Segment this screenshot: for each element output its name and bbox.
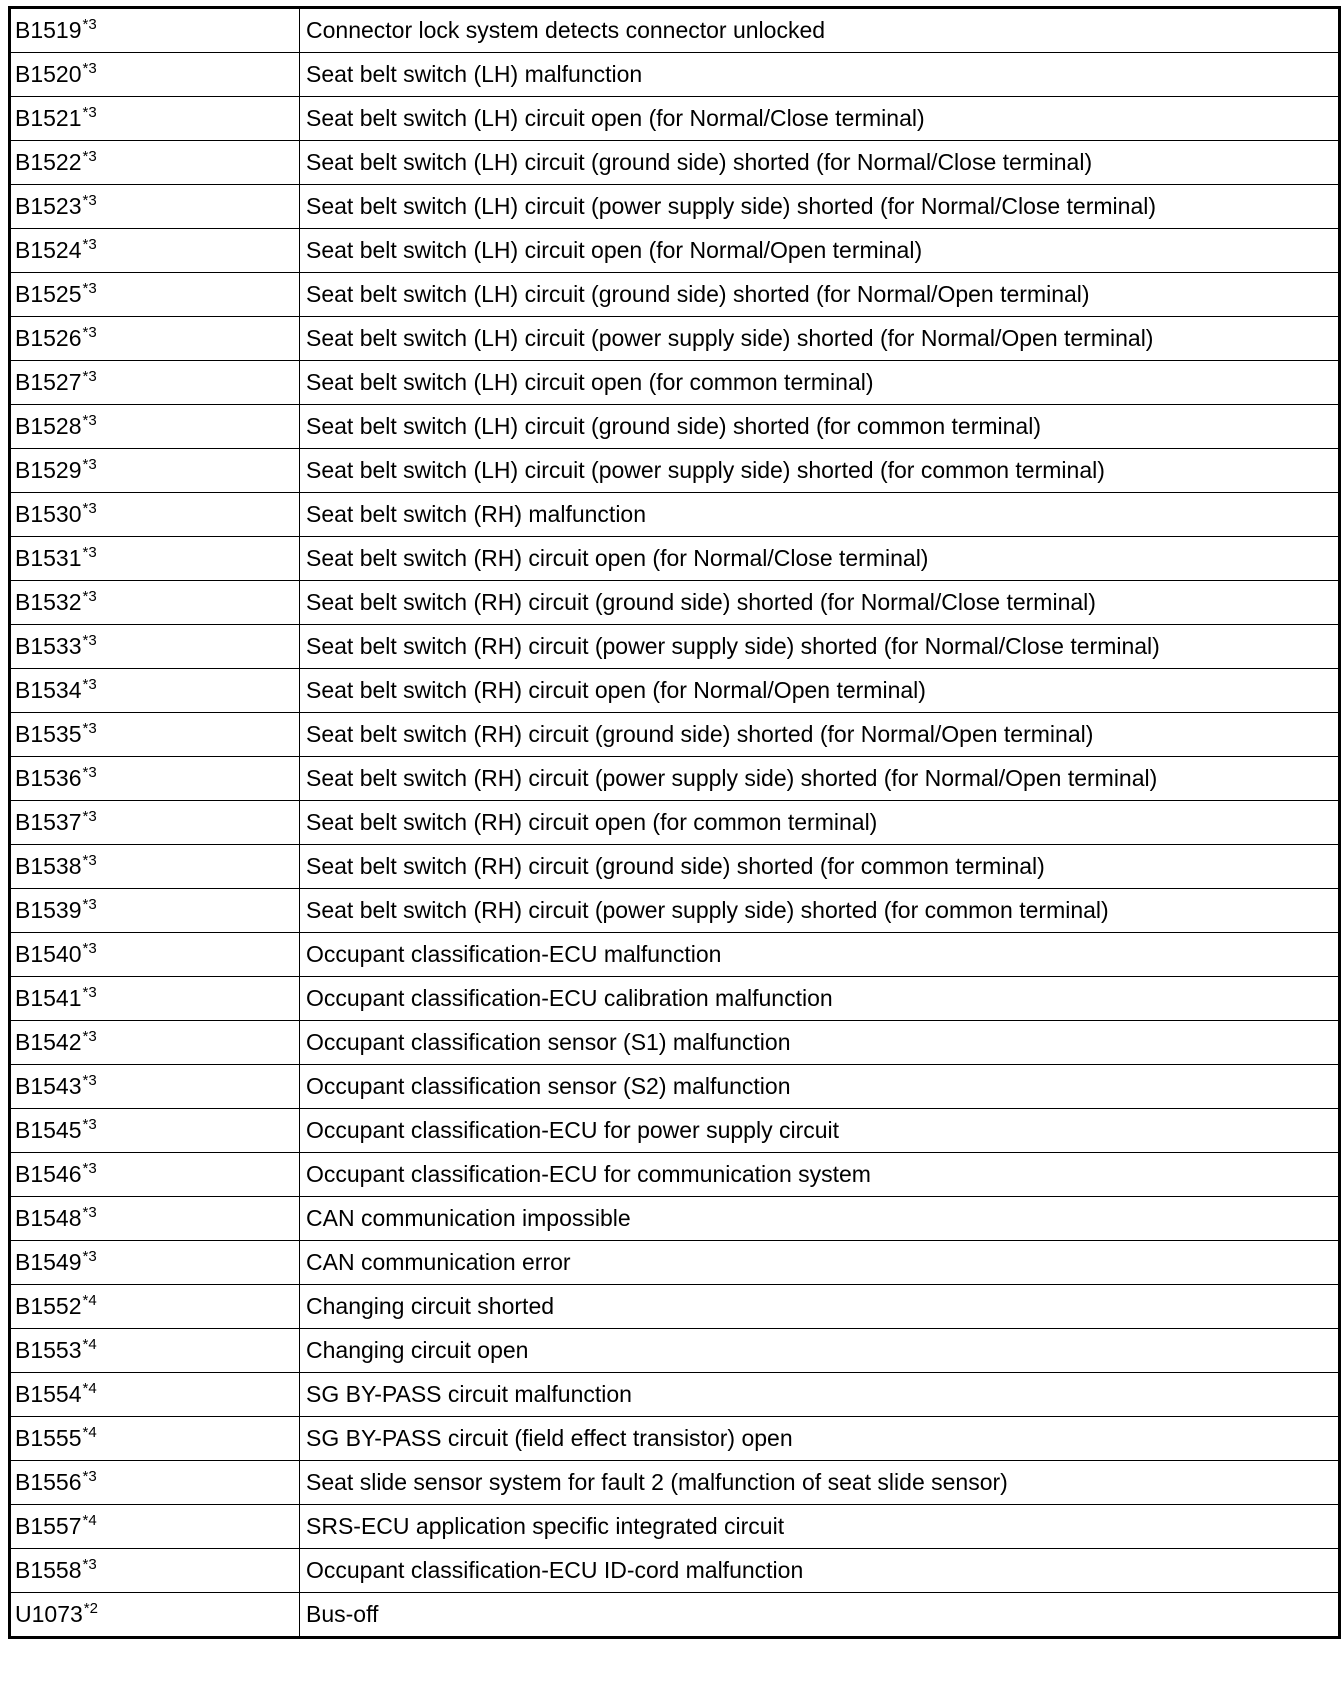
dtc-note-marker: *4	[82, 1292, 97, 1309]
table-row	[10, 1329, 1340, 1373]
dtc-code: B1555	[15, 1425, 82, 1451]
dtc-code: B1534	[15, 677, 82, 703]
dtc-code-cell	[10, 625, 300, 669]
dtc-code: B1536	[15, 765, 82, 791]
table-row	[10, 493, 1340, 537]
dtc-code-cell	[10, 845, 300, 889]
dtc-note-marker: *3	[82, 1248, 97, 1265]
table-row	[10, 53, 1340, 97]
dtc-code-cell	[10, 1153, 300, 1197]
table-row	[10, 1197, 1340, 1241]
dtc-note-marker: *3	[82, 896, 97, 913]
dtc-code: B1537	[15, 809, 82, 835]
table-row	[10, 1461, 1340, 1505]
dtc-code: B1540	[15, 941, 82, 967]
dtc-note-marker: *3	[82, 764, 97, 781]
dtc-code: B1526	[15, 325, 82, 351]
dtc-description: Occupant classification sensor (S1) malfunction	[300, 1021, 1340, 1065]
dtc-note-marker: *3	[82, 852, 97, 869]
dtc-note-marker: *4	[82, 1424, 97, 1441]
dtc-code-cell	[10, 185, 300, 229]
dtc-code-cell	[10, 361, 300, 405]
dtc-description: CAN communication error	[300, 1241, 1340, 1285]
dtc-code-cell	[10, 97, 300, 141]
dtc-code: B1546	[15, 1161, 82, 1187]
table-row	[10, 1065, 1340, 1109]
dtc-code: B1553	[15, 1337, 82, 1363]
dtc-note-marker: *4	[82, 1336, 97, 1353]
dtc-description: Seat belt switch (LH) circuit open (for common terminal)	[300, 361, 1340, 405]
table-row	[10, 1109, 1340, 1153]
dtc-description: Seat belt switch (RH) circuit (ground side) shorted (for Normal/Close terminal)	[300, 581, 1340, 625]
dtc-note-marker: *3	[82, 148, 97, 165]
dtc-code-cell	[10, 1593, 300, 1638]
dtc-description: Seat belt switch (LH) circuit open (for Normal/Close terminal)	[300, 97, 1340, 141]
table-row	[10, 1021, 1340, 1065]
dtc-code-cell	[10, 669, 300, 713]
dtc-code-cell	[10, 1373, 300, 1417]
dtc-code-cell	[10, 229, 300, 273]
dtc-code-cell	[10, 405, 300, 449]
dtc-code-cell	[10, 1285, 300, 1329]
dtc-description: Occupant classification-ECU malfunction	[300, 933, 1340, 977]
table-row	[10, 405, 1340, 449]
dtc-note-marker: *3	[82, 632, 97, 649]
dtc-code-cell	[10, 713, 300, 757]
table-row	[10, 1417, 1340, 1461]
dtc-note-marker: *3	[82, 1160, 97, 1177]
dtc-description: SG BY-PASS circuit (field effect transistor) open	[300, 1417, 1340, 1461]
table-row	[10, 889, 1340, 933]
dtc-code-cell	[10, 1241, 300, 1285]
dtc-code: B1533	[15, 633, 82, 659]
dtc-description: Seat belt switch (LH) circuit (power supply side) shorted (for Normal/Open terminal)	[300, 317, 1340, 361]
dtc-description: Seat belt switch (LH) circuit (power supply side) shorted (for Normal/Close terminal)	[300, 185, 1340, 229]
dtc-description: Bus-off	[300, 1593, 1340, 1638]
dtc-description: Occupant classification-ECU for power supply circuit	[300, 1109, 1340, 1153]
dtc-note-marker: *3	[82, 368, 97, 385]
dtc-note-marker: *3	[82, 1072, 97, 1089]
table-row	[10, 1241, 1340, 1285]
dtc-code: B1558	[15, 1557, 82, 1583]
table-row	[10, 449, 1340, 493]
dtc-code-cell	[10, 1197, 300, 1241]
dtc-code: B1545	[15, 1117, 82, 1143]
dtc-code: B1554	[15, 1381, 82, 1407]
diagnostic-code-table-body	[10, 8, 1340, 1638]
dtc-note-marker: *3	[82, 412, 97, 429]
dtc-code: B1525	[15, 281, 82, 307]
dtc-description: Seat belt switch (RH) circuit (ground side) shorted (for Normal/Open terminal)	[300, 713, 1340, 757]
dtc-code-cell	[10, 493, 300, 537]
dtc-description: Seat belt switch (RH) malfunction	[300, 493, 1340, 537]
table-row	[10, 185, 1340, 229]
dtc-note-marker: *2	[83, 1600, 98, 1617]
dtc-description: Seat belt switch (LH) circuit (ground side) shorted (for Normal/Close terminal)	[300, 141, 1340, 185]
table-row	[10, 1505, 1340, 1549]
table-row	[10, 1593, 1340, 1638]
dtc-description: Seat belt switch (LH) malfunction	[300, 53, 1340, 97]
dtc-description: SG BY-PASS circuit malfunction	[300, 1373, 1340, 1417]
dtc-code-cell	[10, 757, 300, 801]
table-row	[10, 713, 1340, 757]
dtc-note-marker: *4	[82, 1380, 97, 1397]
dtc-description: Seat belt switch (RH) circuit (ground side) shorted (for common terminal)	[300, 845, 1340, 889]
dtc-note-marker: *3	[82, 1116, 97, 1133]
dtc-note-marker: *3	[82, 940, 97, 957]
dtc-description: Occupant classification-ECU calibration malfunction	[300, 977, 1340, 1021]
dtc-description: Connector lock system detects connector unlocked	[300, 8, 1340, 53]
dtc-note-marker: *3	[82, 984, 97, 1001]
dtc-description: Seat belt switch (RH) circuit open (for common terminal)	[300, 801, 1340, 845]
dtc-code: B1532	[15, 589, 82, 615]
dtc-note-marker: *3	[82, 500, 97, 517]
dtc-code-cell	[10, 141, 300, 185]
table-row	[10, 1373, 1340, 1417]
dtc-description: Seat belt switch (LH) circuit (power supply side) shorted (for common terminal)	[300, 449, 1340, 493]
dtc-note-marker: *3	[82, 456, 97, 473]
table-row	[10, 933, 1340, 977]
dtc-description: Seat belt switch (RH) circuit (power supply side) shorted (for common terminal)	[300, 889, 1340, 933]
dtc-note-marker: *3	[82, 104, 97, 121]
dtc-code: B1557	[15, 1513, 82, 1539]
dtc-description: CAN communication impossible	[300, 1197, 1340, 1241]
dtc-code: B1523	[15, 193, 82, 219]
dtc-code: B1542	[15, 1029, 82, 1055]
dtc-code: B1531	[15, 545, 82, 571]
dtc-code-cell	[10, 581, 300, 625]
dtc-code-cell	[10, 1549, 300, 1593]
dtc-description: Changing circuit open	[300, 1329, 1340, 1373]
dtc-description: SRS-ECU application specific integrated circuit	[300, 1505, 1340, 1549]
dtc-code: B1530	[15, 501, 82, 527]
dtc-note-marker: *3	[82, 1204, 97, 1221]
dtc-code: B1541	[15, 985, 82, 1011]
dtc-code: U1073	[15, 1601, 83, 1627]
table-row	[10, 581, 1340, 625]
table-row	[10, 317, 1340, 361]
dtc-code: B1527	[15, 369, 82, 395]
dtc-description: Seat belt switch (LH) circuit (ground side) shorted (for Normal/Open terminal)	[300, 273, 1340, 317]
table-row	[10, 625, 1340, 669]
dtc-description: Occupant classification-ECU ID-cord malfunction	[300, 1549, 1340, 1593]
dtc-description: Seat belt switch (RH) circuit open (for Normal/Open terminal)	[300, 669, 1340, 713]
table-row	[10, 977, 1340, 1021]
dtc-code: B1556	[15, 1469, 82, 1495]
dtc-note-marker: *3	[82, 1556, 97, 1573]
dtc-note-marker: *4	[82, 1512, 97, 1529]
dtc-code-cell	[10, 1109, 300, 1153]
dtc-code-cell	[10, 53, 300, 97]
dtc-code-cell	[10, 8, 300, 53]
dtc-note-marker: *3	[82, 544, 97, 561]
table-row	[10, 537, 1340, 581]
dtc-note-marker: *3	[82, 16, 97, 33]
dtc-description: Seat belt switch (LH) circuit (ground side) shorted (for common terminal)	[300, 405, 1340, 449]
dtc-description: Occupant classification-ECU for communication system	[300, 1153, 1340, 1197]
dtc-note-marker: *3	[82, 60, 97, 77]
table-row	[10, 273, 1340, 317]
dtc-code-cell	[10, 317, 300, 361]
dtc-note-marker: *3	[82, 324, 97, 341]
dtc-code: B1548	[15, 1205, 82, 1231]
dtc-note-marker: *3	[82, 808, 97, 825]
dtc-code: B1543	[15, 1073, 82, 1099]
dtc-code: B1535	[15, 721, 82, 747]
dtc-description: Seat belt switch (RH) circuit (power supply side) shorted (for Normal/Open terminal)	[300, 757, 1340, 801]
table-row	[10, 1549, 1340, 1593]
table-row	[10, 1285, 1340, 1329]
dtc-code-cell	[10, 537, 300, 581]
dtc-note-marker: *3	[82, 676, 97, 693]
table-row	[10, 361, 1340, 405]
dtc-code: B1552	[15, 1293, 82, 1319]
table-row	[10, 141, 1340, 185]
table-row	[10, 97, 1340, 141]
dtc-note-marker: *3	[82, 1028, 97, 1045]
dtc-code: B1520	[15, 61, 82, 87]
dtc-code: B1529	[15, 457, 82, 483]
table-row	[10, 757, 1340, 801]
dtc-code-cell	[10, 1021, 300, 1065]
dtc-code-cell	[10, 801, 300, 845]
dtc-note-marker: *3	[82, 236, 97, 253]
dtc-code-cell	[10, 1461, 300, 1505]
dtc-code: B1519	[15, 17, 82, 43]
dtc-code: B1539	[15, 897, 82, 923]
dtc-note-marker: *3	[82, 1468, 97, 1485]
dtc-note-marker: *3	[82, 192, 97, 209]
dtc-note-marker: *3	[82, 720, 97, 737]
dtc-note-marker: *3	[82, 280, 97, 297]
dtc-note-marker: *3	[82, 588, 97, 605]
dtc-description: Seat belt switch (RH) circuit open (for Normal/Close terminal)	[300, 537, 1340, 581]
dtc-description: Occupant classification sensor (S2) malfunction	[300, 1065, 1340, 1109]
dtc-description: Seat slide sensor system for fault 2 (malfunction of seat slide sensor)	[300, 1461, 1340, 1505]
table-row	[10, 1153, 1340, 1197]
table-row	[10, 801, 1340, 845]
dtc-code-cell	[10, 273, 300, 317]
dtc-code-cell	[10, 1505, 300, 1549]
dtc-code-cell	[10, 1065, 300, 1109]
dtc-code-cell	[10, 933, 300, 977]
table-row	[10, 229, 1340, 273]
dtc-code: B1549	[15, 1249, 82, 1275]
dtc-code-cell	[10, 889, 300, 933]
dtc-description: Changing circuit shorted	[300, 1285, 1340, 1329]
dtc-code-cell	[10, 449, 300, 493]
table-row	[10, 669, 1340, 713]
dtc-code: B1521	[15, 105, 82, 131]
table-row	[10, 8, 1340, 53]
dtc-code-cell	[10, 1417, 300, 1461]
dtc-code: B1538	[15, 853, 82, 879]
dtc-description: Seat belt switch (RH) circuit (power supply side) shorted (for Normal/Close terminal)	[300, 625, 1340, 669]
dtc-code-cell	[10, 1329, 300, 1373]
dtc-code: B1528	[15, 413, 82, 439]
dtc-code-cell	[10, 977, 300, 1021]
dtc-description: Seat belt switch (LH) circuit open (for Normal/Open terminal)	[300, 229, 1340, 273]
diagnostic-code-table	[8, 6, 1341, 1639]
dtc-code: B1522	[15, 149, 82, 175]
dtc-code: B1524	[15, 237, 82, 263]
table-row	[10, 845, 1340, 889]
